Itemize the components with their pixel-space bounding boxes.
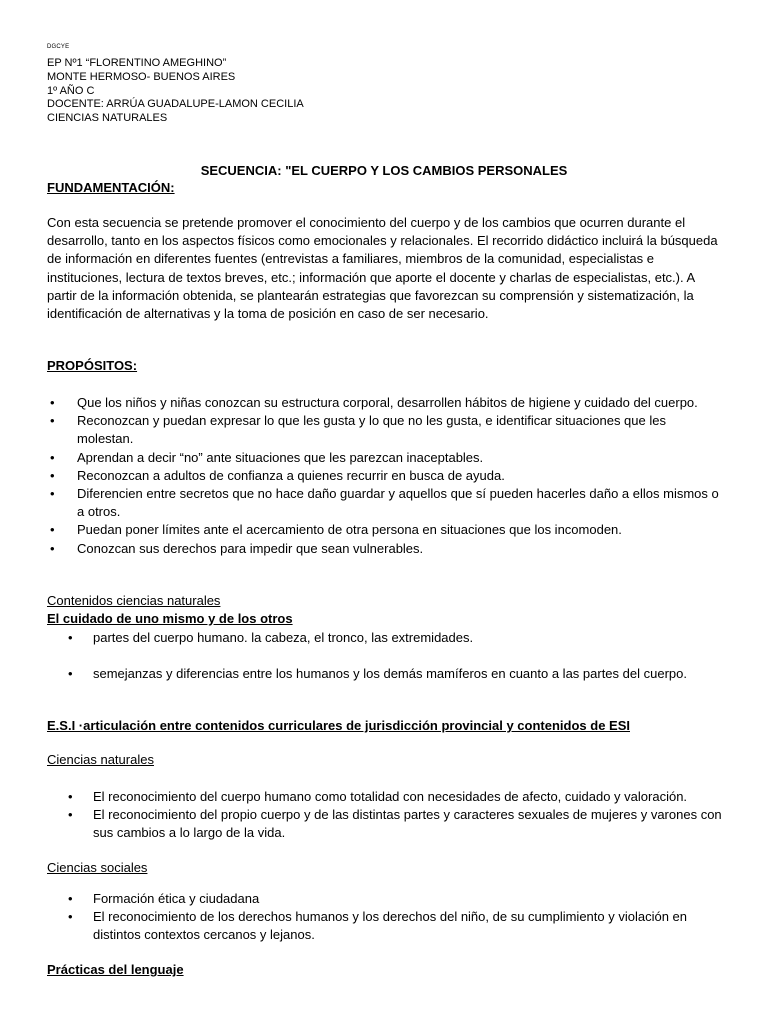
bullet-icon: •: [50, 486, 55, 502]
list-item-text: Que los niños y niñas conozcan su estructura corporal, desarrollen hábitos de higiene y cuidado del cuerpo.: [77, 395, 698, 410]
list-item-text: El reconocimiento del propio cuerpo y de las distintas partes y caracteres sexuales de mujeres y varones con sus cambios a lo largo de la vida.: [93, 807, 722, 841]
list-item: [68, 788, 723, 806]
list-item: [50, 412, 723, 448]
header-line-school: EP Nº1 “FLORENTINO AMEGHINO”: [47, 57, 227, 69]
bullet-icon: •: [68, 909, 73, 925]
fundamentacion-text: Con esta secuencia se pretende promover el conocimiento del cuerpo y de los cambios que ocurren durante el desarrollo, tanto en los aspectos físicos como emocionales y relacionales. El recorrido didáctico incluirá la búsqueda de información en diferentes fuentes (entrevistas a familiares, miembros de la comunidad, especialistas e instituciones, lectura de textos breves, etc.; información que aporte el docente y charlas de especialistas, etc.). A partir de la información obtenida, se plantearán estrategias que favorezcan su comprensión y sistematización, la identificación de alternativas y la toma de posición en caso de ser necesario.: [47, 215, 718, 322]
list-item-text: Formación ética y ciudadana: [93, 891, 260, 906]
header-line-teacher: DOCENTE: ARRÚA GUADALUPE-LAMON CECILIA: [47, 98, 304, 111]
practicas-heading: Prácticas del lenguaje: [47, 962, 184, 977]
list-item-text: partes del cuerpo humano. la cabeza, el tronco, las extremidades.: [93, 630, 474, 645]
bullet-icon: •: [50, 413, 55, 429]
list-item: [50, 394, 723, 412]
sequence-title: SECUENCIA: "EL CUERPO Y LOS CAMBIOS PERSONALES: [200, 163, 568, 178]
propositos-list: [50, 394, 723, 558]
list-item: [50, 467, 723, 485]
contenidos-heading: Contenidos ciencias naturales: [47, 593, 221, 608]
list-item-text: Reconozcan y puedan expresar lo que les gusta y lo que no les gusta, e identificar situaciones que les molestan.: [77, 413, 666, 447]
list-item: [68, 908, 723, 944]
bullet-icon: •: [68, 789, 73, 804]
list-item-text: Puedan poner límites ante el acercamiento de otra persona en situaciones que los incomoden.: [77, 522, 622, 538]
bullet-icon: •: [68, 666, 73, 682]
esi-heading: E.S.I ·articulación entre contenidos curriculares de jurisdicción provincial y contenidos de ESI: [47, 718, 630, 733]
ciencias-naturales-heading: Ciencias naturales: [47, 752, 154, 767]
list-item: [50, 485, 723, 521]
list-item-text: Reconozcan a adultos de confianza a quienes recurrir en busca de ayuda.: [77, 467, 505, 483]
list-item: [68, 890, 723, 908]
list-item-text: semejanzas y diferencias entre los humanos y los demás mamíferos en cuanto a las partes del cuerpo.: [93, 666, 687, 682]
list-item-text: Aprendan a decir “no” ante situaciones que les parezcan inaceptables.: [77, 449, 484, 465]
bullet-icon: •: [50, 540, 55, 556]
bullet-icon: •: [50, 449, 55, 465]
list-item: [68, 665, 723, 683]
bullet-icon: •: [50, 467, 55, 483]
ciencias-sociales-heading: Ciencias sociales: [47, 860, 148, 875]
list-item-text: El reconocimiento del cuerpo humano como totalidad con necesidades de afecto, cuidado y valoración.: [93, 789, 688, 804]
org-label: DGCYE: [47, 44, 70, 50]
list-item: [50, 449, 723, 467]
list-item: [50, 521, 723, 539]
list-spacer: [93, 647, 723, 665]
bullet-icon: •: [50, 395, 55, 410]
school-header: [47, 57, 304, 126]
contenidos-subheading: El cuidado de uno mismo y de los otros: [47, 611, 293, 626]
fundamentacion-heading: FUNDAMENTACIÓN:: [47, 180, 175, 195]
ciencias-naturales-list: [68, 788, 723, 843]
list-item: [68, 629, 723, 647]
header-line-location: MONTE HERMOSO- BUENOS AIRES: [47, 70, 236, 83]
ciencias-sociales-list: [68, 890, 723, 945]
list-item: [68, 806, 723, 842]
bullet-icon: •: [50, 522, 55, 538]
bullet-icon: •: [68, 807, 73, 823]
list-item-text: El reconocimiento de los derechos humanos y los derechos del niño, de su cumplimiento y violación en distintos contextos cercanos y lejanos.: [93, 909, 687, 943]
header-line-grade: 1º AÑO C: [47, 84, 95, 97]
bullet-icon: •: [68, 891, 73, 906]
bullet-icon: •: [68, 630, 73, 645]
list-item-text: Diferencien entre secretos que no hace daño guardar y aquellos que sí pueden hacerles daño a ellos mismos o a otros.: [77, 486, 719, 520]
contenidos-list: [68, 629, 723, 683]
propositos-heading: PROPÓSITOS:: [47, 358, 138, 373]
header-line-subject: CIENCIAS NATURALES: [47, 112, 168, 125]
list-item-text: Conozcan sus derechos para impedir que sean vulnerables.: [77, 540, 424, 556]
list-item: [50, 540, 723, 558]
